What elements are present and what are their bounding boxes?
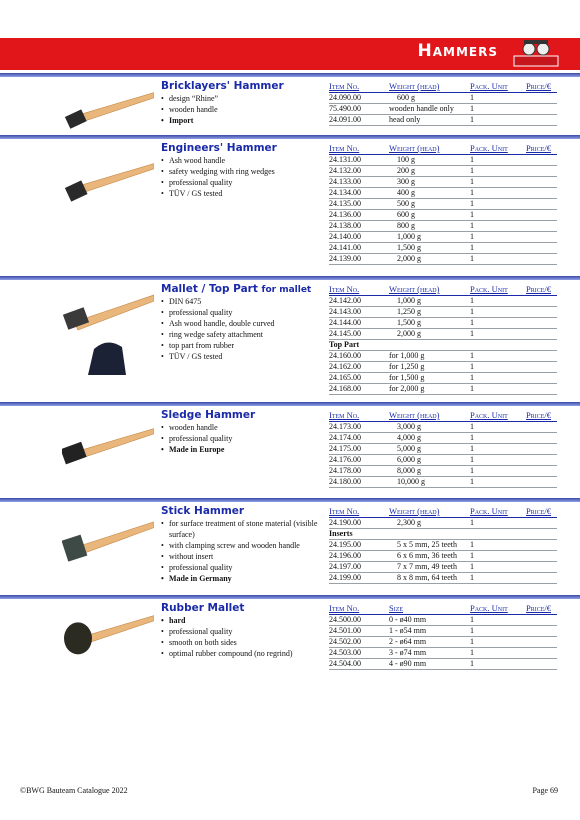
col-price-header: Price/€ bbox=[526, 284, 552, 294]
product-title-text: Sledge Hammer bbox=[161, 409, 256, 421]
product-image bbox=[62, 160, 154, 204]
pack-unit: 1 bbox=[470, 373, 474, 382]
item-number: 24.136.00 bbox=[329, 210, 361, 219]
table-row bbox=[329, 477, 557, 488]
pack-unit: 1 bbox=[470, 210, 474, 219]
item-value: head only bbox=[389, 115, 421, 124]
product-title bbox=[161, 409, 255, 421]
item-number: 24.190.00 bbox=[329, 518, 361, 527]
table-row bbox=[329, 351, 557, 362]
pack-unit: 1 bbox=[470, 329, 474, 338]
footer-catalogue: ©BWG Bauteam Catalogue 2022 bbox=[20, 786, 128, 795]
product-image bbox=[62, 518, 154, 566]
col-price-header: Price/€ bbox=[526, 143, 552, 153]
table-row bbox=[329, 166, 557, 177]
item-number: 24.145.00 bbox=[329, 329, 361, 338]
section-divider bbox=[0, 73, 580, 77]
col-pack-header: Pack. Unit bbox=[470, 284, 508, 294]
item-value: 1 - ø54 mm bbox=[389, 626, 427, 635]
product-image bbox=[62, 291, 154, 381]
feature-item: • Made in Europe bbox=[161, 444, 326, 455]
item-number: 24.501.00 bbox=[329, 626, 361, 635]
pack-unit: 1 bbox=[470, 362, 474, 371]
pack-unit: 1 bbox=[470, 351, 474, 360]
item-number: 24.091.00 bbox=[329, 115, 361, 124]
item-value: 200 g bbox=[397, 166, 415, 175]
pack-unit: 1 bbox=[470, 254, 474, 263]
section-divider bbox=[0, 595, 580, 599]
pack-unit: 1 bbox=[470, 455, 474, 464]
feature-list bbox=[161, 93, 326, 126]
item-number: 24.141.00 bbox=[329, 243, 361, 252]
pack-unit: 1 bbox=[470, 296, 474, 305]
table-row bbox=[329, 232, 557, 243]
feature-item: • without insert bbox=[161, 551, 326, 562]
table-row bbox=[329, 210, 557, 221]
table-header bbox=[329, 506, 557, 518]
pack-unit: 1 bbox=[470, 573, 474, 582]
item-number: Top Part bbox=[329, 340, 360, 349]
product-title-text: Rubber Mallet bbox=[161, 602, 245, 614]
page-title: Hammers bbox=[417, 41, 498, 61]
table-row bbox=[329, 529, 557, 540]
table-row bbox=[329, 296, 557, 307]
pack-unit: 1 bbox=[470, 199, 474, 208]
item-number: 24.197.00 bbox=[329, 562, 361, 571]
product-image bbox=[62, 89, 154, 133]
feature-item: • Made in Germany bbox=[161, 573, 326, 584]
col-weight-header: Weight (head) bbox=[389, 506, 440, 516]
item-number: 24.090.00 bbox=[329, 93, 361, 102]
pack-unit: 1 bbox=[470, 615, 474, 624]
item-number: 24.139.00 bbox=[329, 254, 361, 263]
item-number: 24.144.00 bbox=[329, 318, 361, 327]
table-row bbox=[329, 540, 557, 551]
table-row bbox=[329, 466, 557, 477]
table-header bbox=[329, 143, 557, 155]
pack-unit: 1 bbox=[470, 518, 474, 527]
feature-list bbox=[161, 422, 326, 455]
table-header bbox=[329, 410, 557, 422]
product-title bbox=[161, 602, 244, 614]
pack-unit: 1 bbox=[470, 444, 474, 453]
feature-item: • safety wedging with ring wedges bbox=[161, 166, 326, 177]
feature-item: • optimal rubber compound (no regrind) bbox=[161, 648, 326, 659]
item-number: Inserts bbox=[329, 529, 353, 538]
feature-item: • DIN 6475 bbox=[161, 296, 326, 307]
table-row bbox=[329, 362, 557, 373]
item-value: 8 x 8 mm, 64 teeth bbox=[397, 573, 457, 582]
pack-unit: 1 bbox=[470, 626, 474, 635]
feature-item: • ring wedge safety attachment bbox=[161, 329, 326, 340]
item-number: 24.504.00 bbox=[329, 659, 361, 668]
item-number: 24.138.00 bbox=[329, 221, 361, 230]
item-value: 3 - ø74 mm bbox=[389, 648, 427, 657]
item-value: 1,000 g bbox=[397, 232, 421, 241]
feature-item: • TÜV / GS tested bbox=[161, 188, 326, 199]
pack-unit: 1 bbox=[470, 188, 474, 197]
pack-unit: 1 bbox=[470, 433, 474, 442]
item-value: 600 g bbox=[397, 210, 415, 219]
feature-item: • smooth on both sides bbox=[161, 637, 326, 648]
table-header bbox=[329, 284, 557, 296]
feature-list bbox=[161, 518, 326, 584]
item-number: 24.133.00 bbox=[329, 177, 361, 186]
table-row bbox=[329, 648, 557, 659]
col-pack-header: Pack. Unit bbox=[470, 410, 508, 420]
item-value: 400 g bbox=[397, 188, 415, 197]
product-title bbox=[161, 142, 277, 154]
feature-list bbox=[161, 615, 326, 659]
item-number: 24.143.00 bbox=[329, 307, 361, 316]
item-number: 24.199.00 bbox=[329, 573, 361, 582]
table-row bbox=[329, 340, 557, 351]
item-value: 2,000 g bbox=[397, 329, 421, 338]
pack-unit: 1 bbox=[470, 477, 474, 486]
col-item-header: Item No. bbox=[329, 81, 360, 91]
item-number: 24.160.00 bbox=[329, 351, 361, 360]
feature-item: • professional quality bbox=[161, 433, 326, 444]
col-item-header: Item No. bbox=[329, 506, 360, 516]
pack-unit: 1 bbox=[470, 93, 474, 102]
pack-unit: 1 bbox=[470, 540, 474, 549]
product-subtitle: for mallet bbox=[261, 285, 312, 295]
pack-unit: 1 bbox=[470, 104, 474, 113]
product-title bbox=[161, 80, 284, 92]
product-image bbox=[62, 612, 154, 656]
table-row bbox=[329, 384, 557, 395]
item-value: for 1,000 g bbox=[389, 351, 425, 360]
item-value: 2 - ø64 mm bbox=[389, 637, 427, 646]
item-number: 24.180.00 bbox=[329, 477, 361, 486]
item-value: 8,000 g bbox=[397, 466, 421, 475]
pack-unit: 1 bbox=[470, 155, 474, 164]
item-value: 1,500 g bbox=[397, 243, 421, 252]
feature-list bbox=[161, 155, 326, 199]
item-value: wooden handle only bbox=[389, 104, 454, 113]
product-table bbox=[329, 410, 557, 488]
table-row bbox=[329, 307, 557, 318]
product-title-text: Bricklayers' Hammer bbox=[161, 80, 284, 92]
pack-unit: 1 bbox=[470, 648, 474, 657]
item-value: 1,250 g bbox=[397, 307, 421, 316]
pack-unit: 1 bbox=[470, 307, 474, 316]
item-value: 2,300 g bbox=[397, 518, 421, 527]
col-pack-header: Pack. Unit bbox=[470, 603, 508, 613]
table-row bbox=[329, 93, 557, 104]
item-value: 2,000 g bbox=[397, 254, 421, 263]
table-row bbox=[329, 637, 557, 648]
feature-item: • Ash wood handle bbox=[161, 155, 326, 166]
brand-logo bbox=[512, 36, 560, 70]
item-number: 24.134.00 bbox=[329, 188, 361, 197]
item-number: 24.132.00 bbox=[329, 166, 361, 175]
item-value: 10,000 g bbox=[397, 477, 425, 486]
col-price-header: Price/€ bbox=[526, 506, 552, 516]
table-row bbox=[329, 155, 557, 166]
feature-item: • design “Rhine” bbox=[161, 93, 326, 104]
pack-unit: 1 bbox=[470, 659, 474, 668]
product-title-text: Mallet / Top Part bbox=[161, 283, 258, 295]
table-header bbox=[329, 81, 557, 93]
item-number: 75.490.00 bbox=[329, 104, 361, 113]
section-divider bbox=[0, 135, 580, 139]
col-weight-header: Weight (head) bbox=[389, 81, 440, 91]
feature-item: • professional quality bbox=[161, 307, 326, 318]
table-row bbox=[329, 254, 557, 265]
pack-unit: 1 bbox=[470, 562, 474, 571]
item-value: 5 x 5 mm, 25 teeth bbox=[397, 540, 457, 549]
item-number: 24.173.00 bbox=[329, 422, 361, 431]
page-number: Page 69 bbox=[532, 786, 558, 795]
item-number: 24.168.00 bbox=[329, 384, 361, 393]
feature-item: • Import bbox=[161, 115, 326, 126]
item-value: 100 g bbox=[397, 155, 415, 164]
item-number: 24.131.00 bbox=[329, 155, 361, 164]
pack-unit: 1 bbox=[470, 637, 474, 646]
feature-item: • Ash wood handle, double curved bbox=[161, 318, 326, 329]
item-number: 24.503.00 bbox=[329, 648, 361, 657]
col-weight-header: Size bbox=[389, 603, 404, 613]
pack-unit: 1 bbox=[470, 166, 474, 175]
item-number: 24.142.00 bbox=[329, 296, 361, 305]
feature-item: • professional quality bbox=[161, 626, 326, 637]
product-title-text: Stick Hammer bbox=[161, 505, 245, 517]
col-price-header: Price/€ bbox=[526, 81, 552, 91]
item-value: 6,000 g bbox=[397, 455, 421, 464]
item-value: 1,000 g bbox=[397, 296, 421, 305]
table-row bbox=[329, 199, 557, 210]
item-number: 24.174.00 bbox=[329, 433, 361, 442]
item-number: 24.195.00 bbox=[329, 540, 361, 549]
product-table bbox=[329, 284, 557, 395]
table-header bbox=[329, 603, 557, 615]
section-divider bbox=[0, 498, 580, 502]
item-value: for 1,500 g bbox=[389, 373, 425, 382]
item-value: 0 - ø40 mm bbox=[389, 615, 427, 624]
pack-unit: 1 bbox=[470, 318, 474, 327]
item-value: 4 - ø90 mm bbox=[389, 659, 427, 668]
table-row bbox=[329, 444, 557, 455]
col-weight-header: Weight (head) bbox=[389, 284, 440, 294]
product-title bbox=[161, 283, 311, 295]
pack-unit: 1 bbox=[470, 115, 474, 124]
item-value: 600 g bbox=[397, 93, 415, 102]
table-row bbox=[329, 573, 557, 584]
feature-item: • top part from rubber bbox=[161, 340, 326, 351]
pack-unit: 1 bbox=[470, 466, 474, 475]
item-value: 300 g bbox=[397, 177, 415, 186]
item-value: 5,000 g bbox=[397, 444, 421, 453]
product-image bbox=[62, 425, 154, 469]
section-divider bbox=[0, 276, 580, 280]
pack-unit: 1 bbox=[470, 232, 474, 241]
product-title-text: Engineers' Hammer bbox=[161, 142, 277, 154]
feature-item: • with clamping screw and wooden handle bbox=[161, 540, 326, 551]
item-value: for 1,250 g bbox=[389, 362, 425, 371]
product-table bbox=[329, 81, 557, 126]
item-number: 24.178.00 bbox=[329, 466, 361, 475]
table-row bbox=[329, 422, 557, 433]
item-value: 800 g bbox=[397, 221, 415, 230]
pack-unit: 1 bbox=[470, 177, 474, 186]
table-row bbox=[329, 455, 557, 466]
feature-item: • professional quality bbox=[161, 177, 326, 188]
pack-unit: 1 bbox=[470, 221, 474, 230]
item-value: 7 x 7 mm, 49 teeth bbox=[397, 562, 457, 571]
feature-item: • wooden handle bbox=[161, 422, 326, 433]
item-number: 24.140.00 bbox=[329, 232, 361, 241]
item-value: 1,500 g bbox=[397, 318, 421, 327]
item-number: 24.196.00 bbox=[329, 551, 361, 560]
col-item-header: Item No. bbox=[329, 603, 360, 613]
table-row bbox=[329, 373, 557, 384]
table-row bbox=[329, 243, 557, 254]
product-table bbox=[329, 143, 557, 265]
product-table bbox=[329, 603, 557, 670]
feature-item: • professional quality bbox=[161, 562, 326, 573]
col-item-header: Item No. bbox=[329, 410, 360, 420]
col-item-header: Item No. bbox=[329, 143, 360, 153]
table-row bbox=[329, 551, 557, 562]
col-price-header: Price/€ bbox=[526, 603, 552, 613]
section-divider bbox=[0, 402, 580, 406]
item-number: 24.175.00 bbox=[329, 444, 361, 453]
item-number: 24.500.00 bbox=[329, 615, 361, 624]
table-row bbox=[329, 115, 557, 126]
table-row bbox=[329, 562, 557, 573]
table-row bbox=[329, 177, 557, 188]
item-value: for 2,000 g bbox=[389, 384, 425, 393]
item-number: 24.502.00 bbox=[329, 637, 361, 646]
table-row bbox=[329, 518, 557, 529]
item-number: 24.165.00 bbox=[329, 373, 361, 382]
col-pack-header: Pack. Unit bbox=[470, 143, 508, 153]
pack-unit: 1 bbox=[470, 551, 474, 560]
pack-unit: 1 bbox=[470, 243, 474, 252]
item-value: 500 g bbox=[397, 199, 415, 208]
product-title bbox=[161, 505, 244, 517]
pack-unit: 1 bbox=[470, 422, 474, 431]
item-value: 4,000 g bbox=[397, 433, 421, 442]
pack-unit: 1 bbox=[470, 384, 474, 393]
item-number: 24.176.00 bbox=[329, 455, 361, 464]
feature-item: • wooden handle bbox=[161, 104, 326, 115]
col-item-header: Item No. bbox=[329, 284, 360, 294]
table-row bbox=[329, 659, 557, 670]
feature-list bbox=[161, 296, 326, 362]
table-row bbox=[329, 626, 557, 637]
item-number: 24.162.00 bbox=[329, 362, 361, 371]
feature-item: • hard bbox=[161, 615, 326, 626]
table-row bbox=[329, 221, 557, 232]
col-pack-header: Pack. Unit bbox=[470, 506, 508, 516]
col-weight-header: Weight (head) bbox=[389, 143, 440, 153]
col-pack-header: Pack. Unit bbox=[470, 81, 508, 91]
table-row bbox=[329, 104, 557, 115]
table-row bbox=[329, 615, 557, 626]
table-row bbox=[329, 329, 557, 340]
feature-item: • TÜV / GS tested bbox=[161, 351, 326, 362]
table-row bbox=[329, 188, 557, 199]
item-number: 24.135.00 bbox=[329, 199, 361, 208]
item-value: 6 x 6 mm, 36 teeth bbox=[397, 551, 457, 560]
col-weight-header: Weight (head) bbox=[389, 410, 440, 420]
col-price-header: Price/€ bbox=[526, 410, 552, 420]
table-row bbox=[329, 318, 557, 329]
feature-item: • for surface treatment of stone material (visible surface) bbox=[161, 518, 326, 540]
item-value: 3,000 g bbox=[397, 422, 421, 431]
table-row bbox=[329, 433, 557, 444]
product-table bbox=[329, 506, 557, 584]
